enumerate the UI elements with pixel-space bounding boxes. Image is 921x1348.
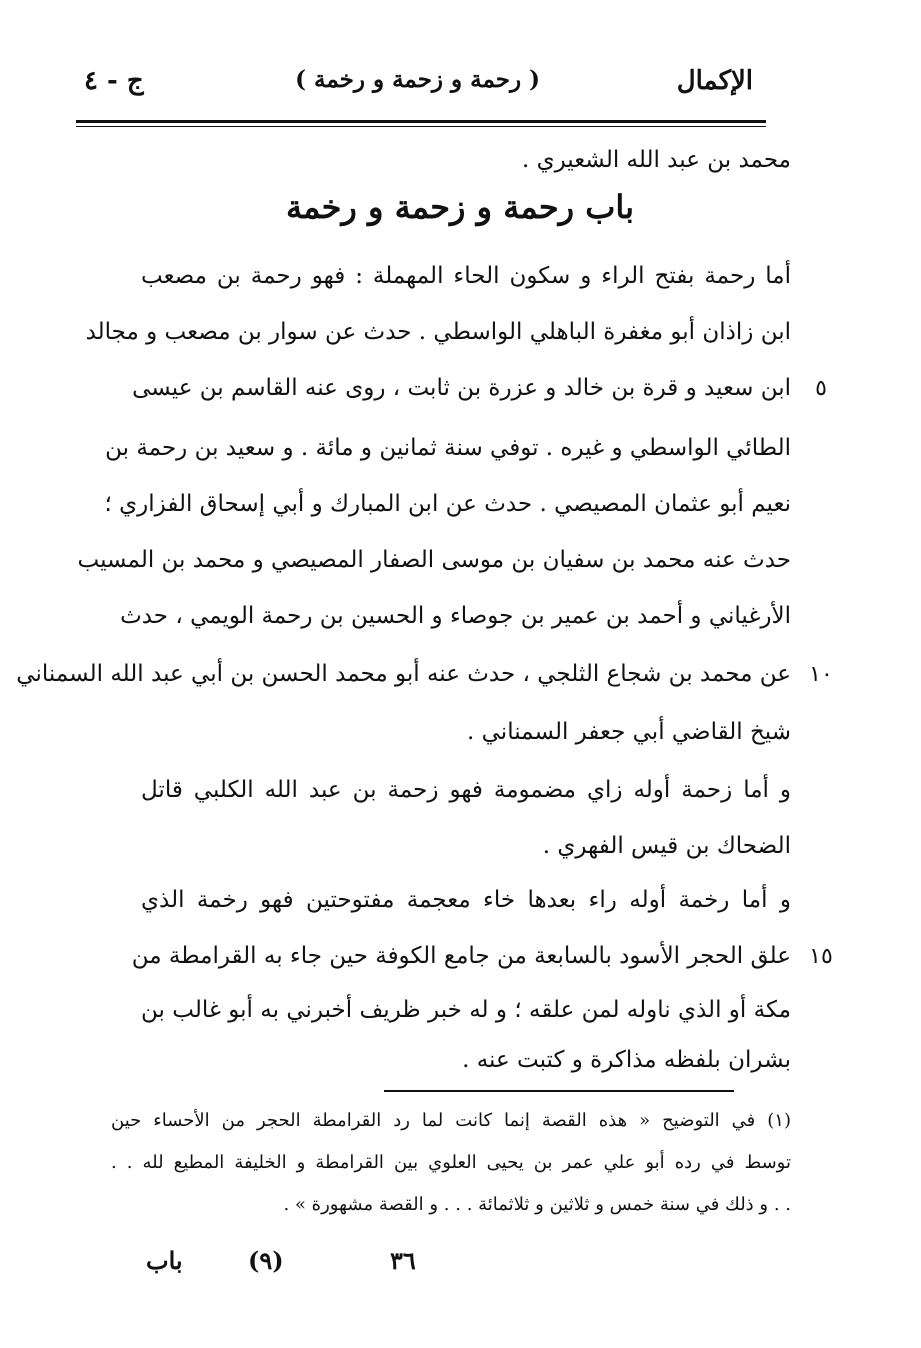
text-line: ابن سعيد و قرة بن خالد و عزرة بن ثابت ، روى عنه القاسم بن عيسى bbox=[132, 375, 791, 401]
footnote-line: (١) في التوضيح « هذه القصة إنما كانت لما رد القرامطة الحجر من الأحساء حين bbox=[111, 1110, 791, 1131]
running-head-section: ( رحمة و زحمة و رخمة ) bbox=[295, 66, 540, 93]
running-head-book-title: الإكمال bbox=[676, 66, 753, 96]
text-line: محمد بن عبد الله الشعيري . bbox=[521, 147, 791, 173]
text-line: الأرغياني و أحمد بن عمير بن جوصاء و الحسين بن رحمة الويمي ، حدث bbox=[120, 603, 791, 629]
text-line: و أما رخمة أوله راء بعدها خاء معجمة مفتوحتين فهو رخمة الذي bbox=[141, 887, 791, 913]
text-line: عن محمد بن شجاع الثلجي ، حدث عنه أبو محمد الحسن بن أبي عبد الله السمناني bbox=[16, 661, 791, 687]
text-line: شيخ القاضي أبي جعفر السمناني . bbox=[467, 719, 791, 745]
text-line: و أما زحمة أوله زاي مضمومة فهو زحمة بن عبد الله الكلبي قاتل bbox=[141, 777, 791, 803]
text-line: مكة أو الذي ناوله لمن علقه ؛ و له خبر ظريف أخبرني به أبو غالب بن bbox=[141, 997, 791, 1023]
page-number: ٣٦ bbox=[390, 1246, 416, 1275]
text-line: ابن زاذان أبو مغفرة الباهلي الواسطي . حدث عن سوار بن مصعب و مجالد bbox=[85, 319, 791, 345]
text-line: بشران بلفظه مذاكرة و كتبت عنه . bbox=[462, 1047, 791, 1073]
catchword: باب bbox=[146, 1246, 183, 1275]
header-rule-thin bbox=[76, 126, 766, 127]
line-number: ١٥ bbox=[809, 944, 833, 969]
line-number: ١٠ bbox=[809, 662, 833, 687]
text-line: أما رحمة بفتح الراء و سكون الحاء المهملة : فهو رحمة بن مصعب bbox=[141, 263, 791, 289]
text-line: نعيم أبو عثمان المصيصي . حدث عن ابن المبارك و أبي إسحاق الفزاري ؛ bbox=[104, 491, 791, 517]
running-head-volume: ج - ٤ bbox=[84, 66, 144, 96]
chapter-title: باب رحمة و زحمة و رخمة bbox=[285, 188, 635, 226]
text-line: الضحاك بن قيس الفهري . bbox=[542, 833, 791, 859]
footnote-rule bbox=[384, 1090, 734, 1092]
text-line: حدث عنه محمد بن سفيان بن موسى الصفار المصيصي و محمد بن المسيب bbox=[77, 547, 791, 573]
footnote-line: . . و ذلك في سنة خمس و ثلاثين و ثلاثمائة . . . و القصة مشهورة » . bbox=[283, 1194, 791, 1215]
sheet-signature: (٩) bbox=[248, 1246, 284, 1275]
header-rule-thick bbox=[76, 120, 766, 123]
text-line: الطائي الواسطي و غيره . توفي سنة ثمانين و مائة . و سعيد بن رحمة بن bbox=[105, 435, 791, 461]
footnote-line: توسط في رده أبو علي عمر بن يحيى العلوي بين القرامطة و الخليفة المطيع لله . . bbox=[111, 1152, 791, 1173]
text-line: علق الحجر الأسود بالسابعة من جامع الكوفة حين جاء به القرامطة من bbox=[131, 943, 791, 969]
line-number: ٥ bbox=[815, 376, 827, 401]
